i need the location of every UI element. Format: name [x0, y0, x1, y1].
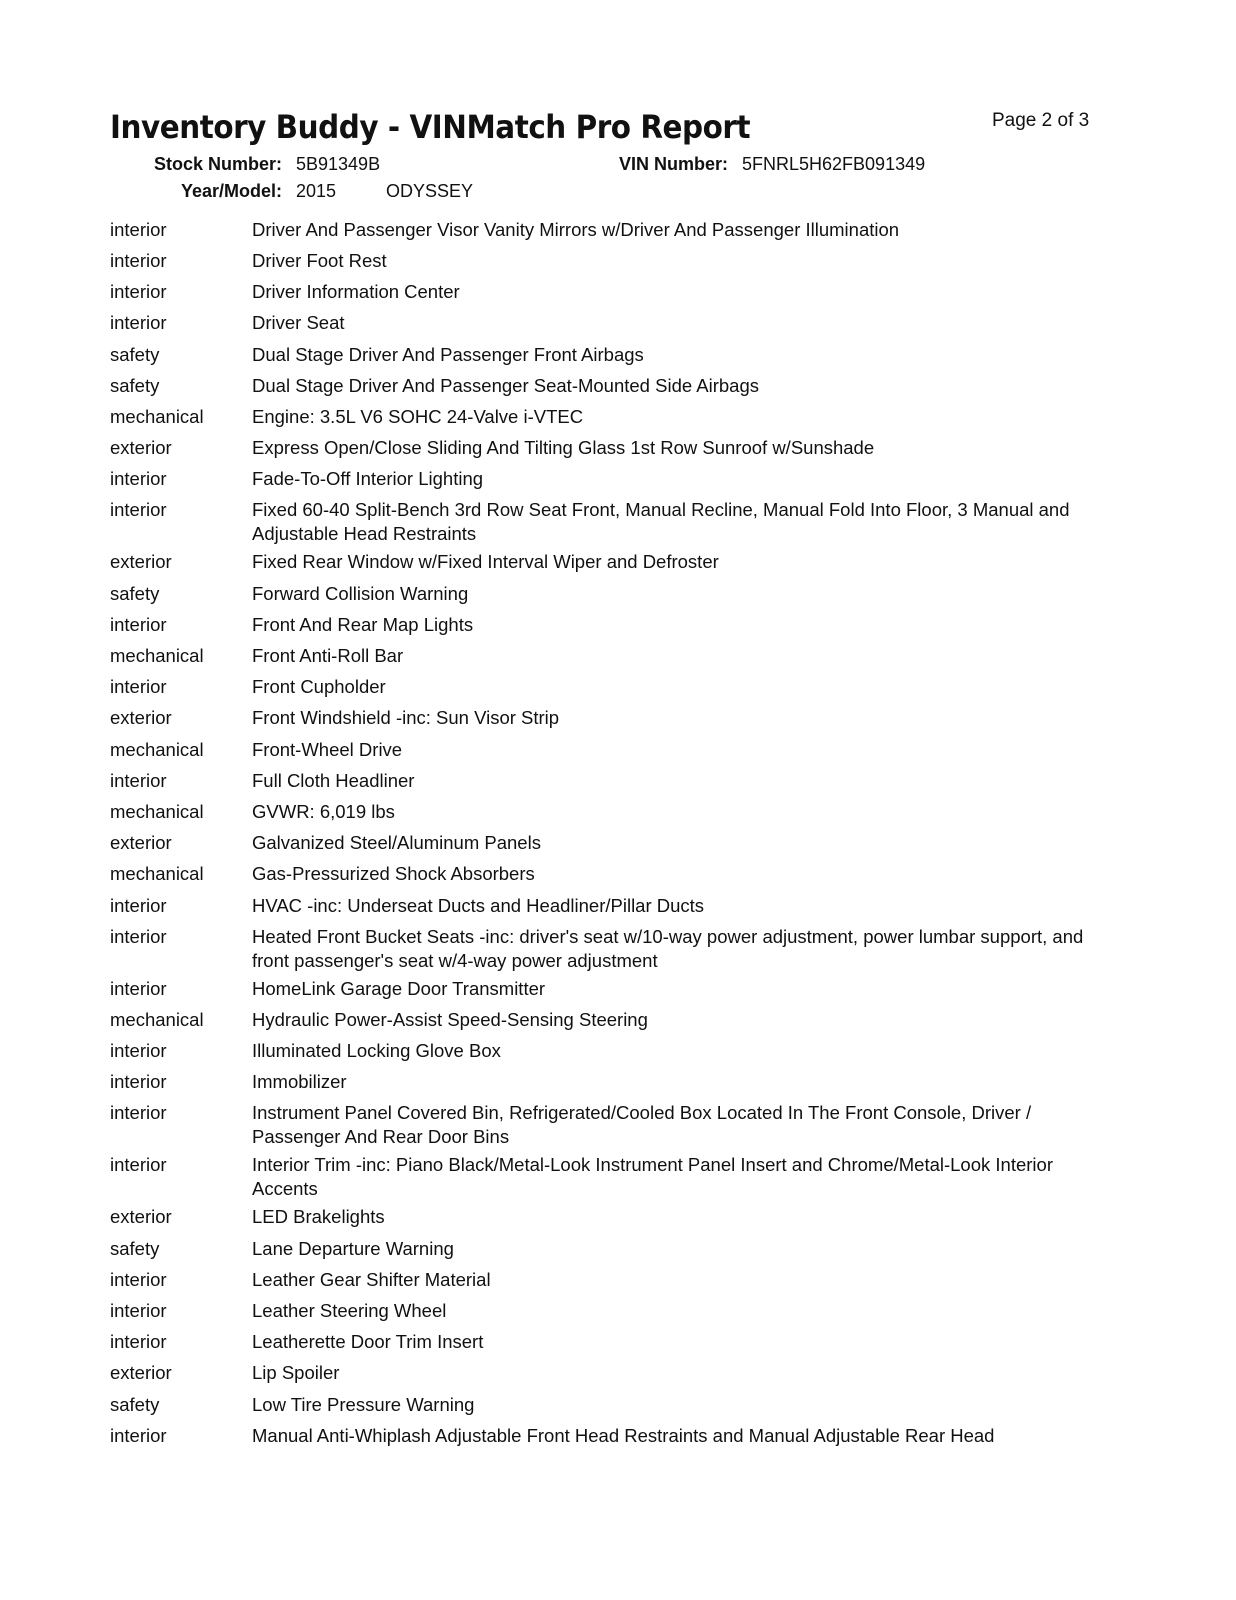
feature-category: interior: [110, 614, 167, 635]
feature-row: [110, 1268, 1120, 1292]
feature-description: Front And Rear Map Lights: [252, 614, 474, 635]
feature-category: mechanical: [110, 863, 204, 884]
feature-description: Forward Collision Warning: [252, 583, 469, 604]
feature-category: interior: [110, 978, 167, 999]
feature-row: [110, 1101, 1120, 1149]
vin-label: VIN Number:: [618, 154, 728, 174]
feature-description: Lane Departure Warning: [252, 1238, 454, 1259]
feature-row: [110, 1008, 1120, 1032]
feature-category: exterior: [110, 1206, 172, 1227]
feature-row: [110, 467, 1120, 491]
feature-category: interior: [110, 1331, 167, 1352]
feature-description: Heated Front Bucket Seats -inc: driver's seat w/10-way power adjustment, power lumbar support, and front passenger's seat w/4-way power adjustment: [252, 926, 1084, 971]
feature-row: [110, 977, 1120, 1001]
year-value: 2015: [296, 181, 337, 201]
feature-category: interior: [110, 926, 167, 947]
feature-description: Lip Spoiler: [252, 1362, 340, 1383]
feature-description: Immobilizer: [252, 1071, 347, 1092]
report-title: Inventory Buddy - VINMatch Pro Report: [110, 108, 751, 146]
feature-row: [110, 550, 1120, 574]
feature-category: interior: [110, 1154, 167, 1175]
feature-category: safety: [110, 1394, 160, 1415]
feature-description: Fixed 60-40 Split-Bench 3rd Row Seat Front, Manual Recline, Manual Fold Into Floor, 3 Manual and Adjustable Head Restraints: [252, 499, 1070, 544]
feature-row: [110, 498, 1120, 546]
feature-row: [110, 831, 1120, 855]
feature-category: mechanical: [110, 406, 204, 427]
feature-category: mechanical: [110, 645, 204, 666]
feature-description: GVWR: 6,019 lbs: [252, 801, 395, 822]
feature-category: mechanical: [110, 739, 204, 760]
feature-category: interior: [110, 281, 167, 302]
feature-category: interior: [110, 499, 167, 520]
vin-value: 5FNRL5H62FB091349: [742, 154, 926, 174]
feature-description: Front Cupholder: [252, 676, 386, 697]
feature-row: [110, 1237, 1120, 1261]
feature-row: [110, 1039, 1120, 1063]
feature-category: exterior: [110, 437, 172, 458]
feature-row: [110, 800, 1120, 824]
feature-category: mechanical: [110, 1009, 204, 1030]
feature-category: safety: [110, 344, 160, 365]
feature-description: Dual Stage Driver And Passenger Seat-Mounted Side Airbags: [252, 375, 759, 396]
feature-description: Instrument Panel Covered Bin, Refrigerated/Cooled Box Located In The Front Console, Driver / Passenger And Rear Door Bins: [252, 1102, 1032, 1147]
feature-description: Fixed Rear Window w/Fixed Interval Wiper and Defroster: [252, 551, 719, 572]
feature-category: interior: [110, 1071, 167, 1092]
feature-row: [110, 1361, 1120, 1385]
feature-description: HomeLink Garage Door Transmitter: [252, 978, 546, 999]
feature-row: [110, 1070, 1120, 1094]
feature-category: interior: [110, 770, 167, 791]
feature-row: [110, 374, 1120, 398]
page-indicator: Page 2 of 3: [992, 110, 1090, 131]
feature-row: [110, 218, 1120, 242]
feature-category: interior: [110, 468, 167, 489]
feature-row: [110, 1299, 1120, 1323]
feature-category: safety: [110, 583, 160, 604]
feature-description: Driver Seat: [252, 312, 345, 333]
feature-category: exterior: [110, 707, 172, 728]
feature-category: safety: [110, 375, 160, 396]
feature-row: [110, 311, 1120, 335]
feature-row: [110, 1153, 1120, 1201]
feature-row: [110, 706, 1120, 730]
feature-description: HVAC -inc: Underseat Ducts and Headliner/Pillar Ducts: [252, 895, 705, 916]
model-value: ODYSSEY: [386, 181, 474, 201]
feature-category: interior: [110, 895, 167, 916]
feature-row: [110, 925, 1120, 973]
feature-description: Full Cloth Headliner: [252, 770, 415, 791]
feature-description: Driver Information Center: [252, 281, 460, 302]
feature-row: [110, 769, 1120, 793]
feature-category: interior: [110, 1300, 167, 1321]
feature-row: [110, 644, 1120, 668]
feature-category: interior: [110, 312, 167, 333]
feature-description: Leather Gear Shifter Material: [252, 1269, 491, 1290]
feature-description: Gas-Pressurized Shock Absorbers: [252, 863, 535, 884]
feature-row: [110, 280, 1120, 304]
feature-category: exterior: [110, 551, 172, 572]
feature-description: Hydraulic Power-Assist Speed-Sensing Steering: [252, 1009, 648, 1030]
feature-description: Interior Trim -inc: Piano Black/Metal-Look Instrument Panel Insert and Chrome/Metal-Look Interior Accents: [252, 1154, 1053, 1199]
feature-description: Leather Steering Wheel: [252, 1300, 447, 1321]
feature-category: interior: [110, 1269, 167, 1290]
feature-description: Front Anti-Roll Bar: [252, 645, 404, 666]
feature-row: [110, 1330, 1120, 1354]
feature-row: [110, 894, 1120, 918]
feature-row: [110, 582, 1120, 606]
feature-row: [110, 862, 1120, 886]
feature-description: Front Windshield -inc: Sun Visor Strip: [252, 707, 560, 728]
feature-description: Front-Wheel Drive: [252, 739, 403, 760]
feature-row: [110, 613, 1120, 637]
feature-description: LED Brakelights: [252, 1206, 385, 1227]
feature-category: interior: [110, 219, 167, 240]
feature-description: Fade-To-Off Interior Lighting: [252, 468, 484, 489]
feature-description: Illuminated Locking Glove Box: [252, 1040, 501, 1061]
feature-category: interior: [110, 1102, 167, 1123]
feature-category: interior: [110, 250, 167, 271]
feature-category: interior: [110, 1425, 167, 1446]
feature-description: Dual Stage Driver And Passenger Front Airbags: [252, 344, 644, 365]
feature-row: [110, 675, 1120, 699]
feature-description: Driver Foot Rest: [252, 250, 387, 271]
feature-row: [110, 436, 1120, 460]
feature-row: [110, 1424, 1120, 1448]
feature-category: safety: [110, 1238, 160, 1259]
feature-row: [110, 405, 1120, 429]
feature-description: Manual Anti-Whiplash Adjustable Front Head Restraints and Manual Adjustable Rear Head: [252, 1425, 995, 1446]
stock-number-label: Stock Number:: [153, 154, 282, 174]
year-model-label: Year/Model:: [180, 181, 282, 201]
feature-row: [110, 1393, 1120, 1417]
feature-category: exterior: [110, 1362, 172, 1383]
stock-number-value: 5B91349B: [296, 154, 381, 174]
feature-description: Low Tire Pressure Warning: [252, 1394, 475, 1415]
feature-description: Express Open/Close Sliding And Tilting Glass 1st Row Sunroof w/Sunshade: [252, 437, 875, 458]
feature-row: [110, 343, 1120, 367]
feature-category: interior: [110, 676, 167, 697]
feature-description: Engine: 3.5L V6 SOHC 24-Valve i-VTEC: [252, 406, 584, 427]
feature-description: Leatherette Door Trim Insert: [252, 1331, 484, 1352]
feature-description: Galvanized Steel/Aluminum Panels: [252, 832, 541, 853]
feature-category: interior: [110, 1040, 167, 1061]
feature-description: Driver And Passenger Visor Vanity Mirrors w/Driver And Passenger Illumination: [252, 219, 900, 240]
feature-row: [110, 1205, 1120, 1229]
feature-category: mechanical: [110, 801, 204, 822]
feature-row: [110, 249, 1120, 273]
feature-row: [110, 738, 1120, 762]
feature-category: exterior: [110, 832, 172, 853]
